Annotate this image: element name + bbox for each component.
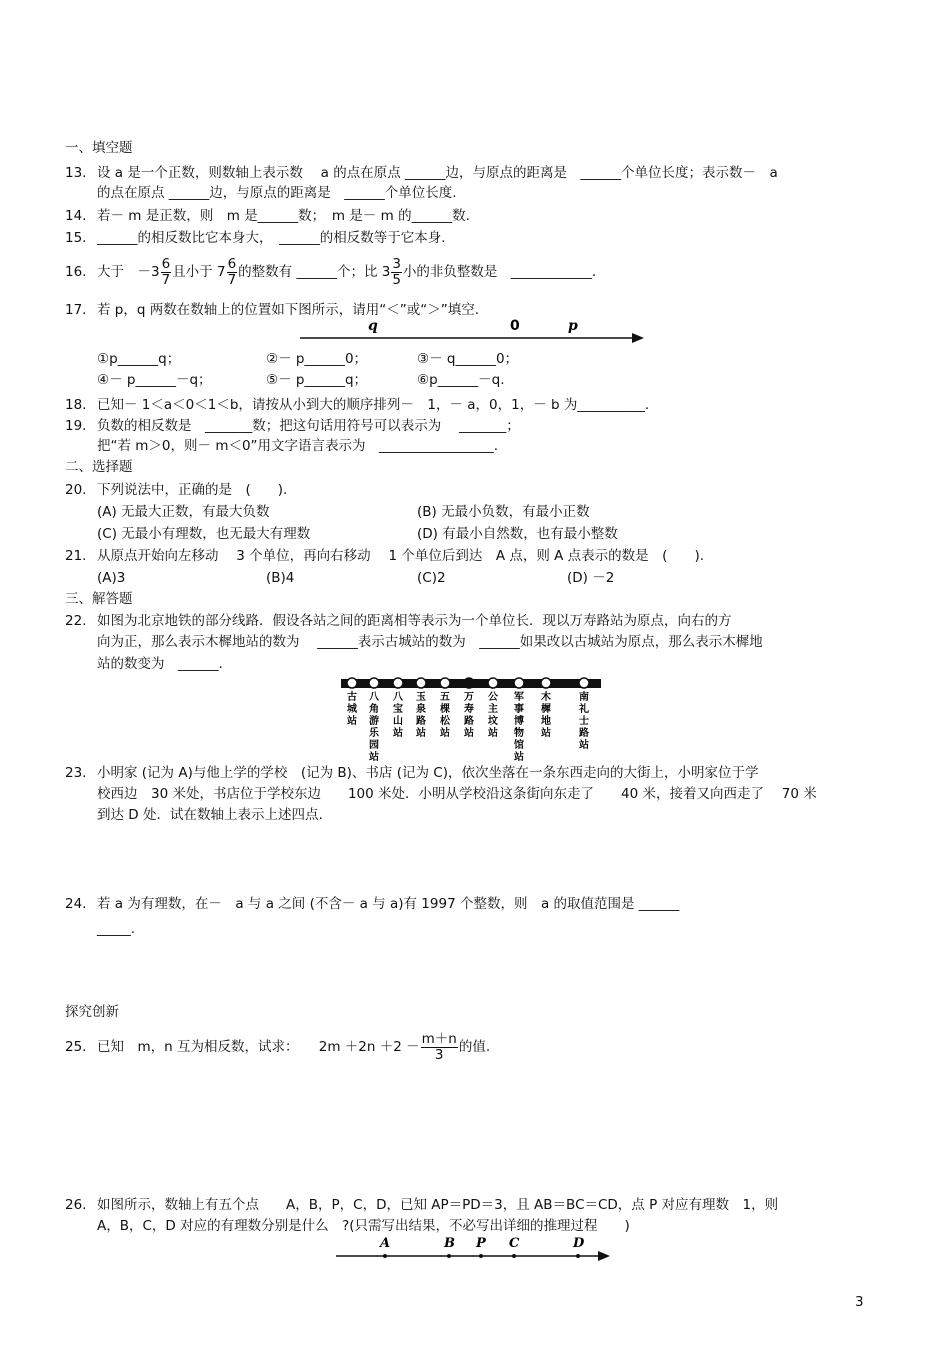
- svg-text:八: 八: [393, 692, 403, 703]
- svg-text:古: 古: [347, 692, 357, 703]
- q21-number: 21.: [65, 548, 87, 564]
- q26-line2: A，B，C，D 对应的有理数分别是什么 ?(只需写出结果，不必写出详细的推理过程 ): [97, 1218, 630, 1234]
- q17-text: 若 p，q 两数在数轴上的位置如下图所示，请用“＜”或“＞”填空.: [97, 302, 479, 318]
- subway-station-label: [415, 690, 426, 739]
- q22-line2: 向为正，那么表示木樨地站的数为 ______表示古城站的数为 ______如果改以古城站为原点，那么表示木樨地: [97, 634, 763, 650]
- svg-text:事: 事: [514, 704, 524, 715]
- svg-text:角: 角: [369, 704, 379, 715]
- subway-station-label: [541, 690, 551, 739]
- svg-text:物: 物: [514, 728, 524, 739]
- svg-text:主: 主: [488, 704, 498, 715]
- svg-text:松: 松: [440, 716, 450, 727]
- subway-station-label: [347, 690, 358, 727]
- svg-text:博: 博: [514, 716, 524, 727]
- q26-label-p: P: [476, 1236, 486, 1251]
- q23-number: 23.: [65, 765, 87, 781]
- svg-text:南: 南: [579, 692, 589, 703]
- q17-item-1: ①p______q；: [97, 351, 181, 367]
- q18-number: 18.: [65, 397, 87, 413]
- section-explore-heading: 探究创新: [65, 1004, 119, 1020]
- svg-text:玉: 玉: [416, 692, 426, 703]
- q16-text-b: 且小于 7: [172, 264, 226, 280]
- svg-text:站: 站: [541, 728, 551, 739]
- q17-item-4: ④－ p______－q；: [97, 372, 212, 388]
- q24-line1: 若 a 为有理数，在－ a 与 a 之间 (不含－ a 与 a)有 1997 个整数，则 a 的取值范围是 ______: [97, 896, 680, 912]
- svg-text:万: 万: [464, 692, 474, 703]
- svg-text:站: 站: [393, 728, 403, 739]
- q16-fraction-3: $\frac{3}{5}$: [392, 255, 401, 288]
- page-number: 3: [855, 1294, 864, 1310]
- subway-station-marker: [416, 678, 426, 688]
- q16-text-c: 的整数有 ______个；比 3: [238, 264, 391, 280]
- q20-option-d: (D) 有最小自然数，也有最小整数: [417, 526, 618, 542]
- q25-expression: [97, 1024, 490, 1070]
- q21-option-b: (B)4: [266, 570, 295, 586]
- subway-station-marker: [347, 678, 357, 688]
- svg-text:坟: 坟: [488, 716, 498, 727]
- q23-line2: 校西边 30 米处，书店位于学校东边 100 米处．小明从学校沿这条街向东走了 40 米，接着又向西走了 70 米: [97, 786, 817, 802]
- q14-text: 若－ m 是正数，则 m 是______数； m 是－ m 的______数.: [97, 208, 470, 224]
- svg-text:站: 站: [416, 728, 426, 739]
- q17-label-p: p: [568, 318, 578, 334]
- svg-text:站: 站: [514, 752, 524, 763]
- section-answer-heading: 三、解答题: [65, 591, 133, 607]
- q17-number-line: [0, 316, 950, 346]
- subway-station-label: [439, 691, 451, 739]
- svg-text:宝: 宝: [393, 704, 403, 715]
- q15-number: 15.: [65, 230, 87, 246]
- q23-line1: 小明家 (记为 A)与他上学的学校 (记为 B)、书店 (记为 C)，依次坐落在一条东西走向的大街上，小明家位于学: [97, 765, 759, 781]
- q16-text-a: 大于 －3: [97, 264, 160, 280]
- svg-text:站: 站: [347, 716, 357, 727]
- svg-text:站: 站: [440, 728, 450, 739]
- q25-fraction: $\frac{m+n}{3}$: [421, 1030, 457, 1063]
- q16-text-d: 小的非负整数是 ____________.: [402, 264, 597, 280]
- svg-text:乐: 乐: [369, 728, 379, 739]
- section-fill-heading: 一、填空题: [65, 140, 133, 156]
- svg-text:路: 路: [579, 728, 589, 739]
- q16-number: 16.: [65, 264, 87, 280]
- subway-station-marker: [514, 678, 524, 688]
- svg-text:游: 游: [369, 716, 379, 727]
- svg-text:樨: 樨: [541, 704, 551, 715]
- q21-option-a: (A)3: [97, 570, 126, 586]
- q20-option-a: (A) 无最大正数，有最大负数: [97, 504, 270, 520]
- svg-text:礼: 礼: [579, 704, 589, 715]
- q25-text-a: 已知 m，n 互为相反数，试求： 2m ＋2n ＋2 －: [97, 1039, 420, 1055]
- q15-text: ______的相反数比它本身大， ______的相反数等于它本身.: [97, 230, 446, 246]
- subway-station-marker: [488, 678, 498, 688]
- q17-item-5: ⑤－ p______q；: [266, 372, 368, 388]
- q19-line1: 负数的相反数是 _______数；把这句话用符号可以表示为 _______；: [97, 418, 520, 434]
- section-choice-heading: 二、选择题: [65, 459, 133, 475]
- q22-line3: 站的数变为 ______.: [97, 656, 223, 672]
- q22-line1: 如图为北京地铁的部分线路．假设各站之间的距离相等表示为一个单位长．现以万寿路站为原点，向右的方: [97, 613, 732, 629]
- svg-text:站: 站: [488, 728, 498, 739]
- q26-line1: 如图所示，数轴上有五个点 A，B，P，C，D，已知 AP＝PD＝3，且 AB＝BC＝CD，点 P 对应有理数 1，则: [97, 1197, 779, 1213]
- svg-text:站: 站: [369, 752, 379, 763]
- q19-line2: 把“若 m＞0，则－ m＜0”用文字语言表示为 _________________.: [97, 438, 499, 454]
- q25-number: 25.: [65, 1039, 87, 1055]
- svg-text:馆: 馆: [514, 740, 524, 751]
- subway-station-marker: [464, 678, 474, 688]
- svg-text:士: 士: [579, 716, 589, 727]
- q16-fraction-1: $\frac{6}{7}$: [161, 255, 171, 288]
- q17-label-zero: 0: [510, 318, 520, 334]
- q21-option-c: (C)2: [417, 570, 446, 586]
- q19-number: 19.: [65, 418, 87, 434]
- q26-label-b: B: [444, 1236, 455, 1251]
- q17-label-q: q: [368, 318, 378, 334]
- svg-text:城: 城: [347, 704, 357, 715]
- q24-number: 24.: [65, 896, 87, 912]
- q14-number: 14.: [65, 208, 87, 224]
- q23-line3: 到达 D 处．试在数轴上表示上述四点.: [97, 807, 323, 823]
- subway-station-marker: [369, 678, 379, 688]
- q17-item-6: ⑥p______－q.: [417, 372, 505, 388]
- svg-text:五: 五: [440, 692, 450, 703]
- svg-text:木: 木: [541, 692, 551, 703]
- q22-subway-map: [0, 670, 950, 763]
- svg-text:寿: 寿: [464, 704, 474, 715]
- svg-text:站: 站: [579, 740, 589, 751]
- subway-station-marker: [393, 678, 403, 688]
- q20-option-c: (C) 无最小有理数，也无最大有理数: [97, 526, 311, 542]
- q26-number: 26.: [65, 1197, 87, 1213]
- svg-text:军: 军: [514, 692, 524, 703]
- q21-option-d: (D) －2: [567, 570, 615, 586]
- q13-line1: 设 a 是一个正数，则数轴上表示数 a 的点在原点 ______边，与原点的距离是 ______个单位长度；表示数－ a: [97, 165, 778, 181]
- q17-item-2: ②－ p______0；: [266, 351, 368, 367]
- svg-text:地: 地: [541, 716, 551, 727]
- q20-option-b: (B) 无最小负数，有最小正数: [417, 504, 590, 520]
- q13-line2: 的点在原点 ______边，与原点的距离是 ______个单位长度.: [97, 185, 457, 201]
- svg-text:站: 站: [464, 728, 474, 739]
- svg-text:山: 山: [393, 716, 403, 727]
- subway-station-label: [514, 690, 525, 763]
- subway-station-marker: [579, 678, 589, 688]
- q26-label-c: C: [509, 1236, 520, 1251]
- subway-station-marker: [440, 678, 450, 688]
- subway-station-label: [488, 691, 499, 739]
- q17-item-3: ③－ q______0；: [417, 351, 519, 367]
- subway-station-label: [463, 691, 474, 739]
- q26-label-d: D: [573, 1236, 585, 1251]
- svg-text:公: 公: [488, 692, 498, 703]
- svg-text:园: 园: [369, 740, 379, 751]
- svg-text:路: 路: [416, 716, 426, 727]
- q25-text-b: 的值.: [458, 1039, 491, 1055]
- q26-label-a: A: [380, 1236, 391, 1251]
- q17-number: 17.: [65, 302, 87, 318]
- svg-text:路: 路: [464, 716, 474, 727]
- q13-number: 13.: [65, 165, 87, 181]
- subway-station-label: [578, 690, 589, 751]
- q16-expression: [97, 249, 596, 295]
- svg-text:泉: 泉: [416, 704, 426, 715]
- subway-station-label: [369, 691, 380, 763]
- q24-line2: _____.: [97, 921, 136, 937]
- q18-text: 已知－ 1＜a＜0＜1＜b，请按从小到大的顺序排列－ 1，－ a，0，1，－ b 为__________.: [97, 397, 650, 413]
- svg-text:八: 八: [369, 692, 379, 703]
- q20-number: 20.: [65, 482, 87, 498]
- svg-text:棵: 棵: [440, 704, 450, 715]
- q20-text: 下列说法中，正确的是 ( ).: [97, 482, 288, 498]
- q21-text: 从原点开始向左移动 3 个单位，再向右移动 1 个单位后到达 A 点，则 A 点表示的数是 ( ).: [97, 548, 705, 564]
- q22-number: 22.: [65, 613, 87, 629]
- q16-fraction-2: $\frac{6}{7}$: [227, 255, 237, 288]
- subway-station-label: [393, 691, 404, 739]
- subway-station-marker: [541, 678, 551, 688]
- q26-number-line: [0, 1234, 950, 1264]
